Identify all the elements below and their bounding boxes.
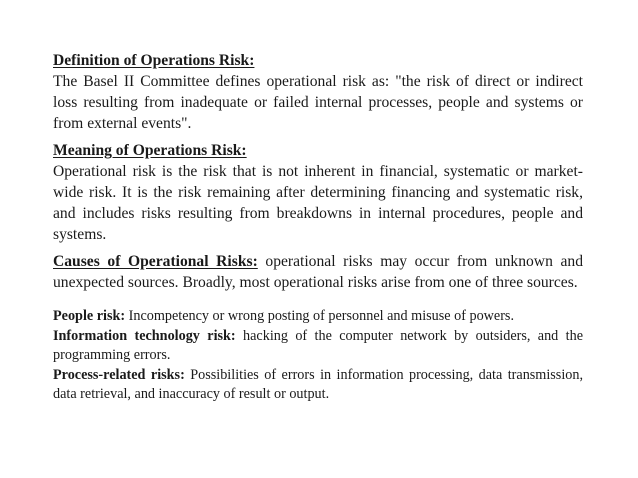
causes-heading: Causes of Operational Risks: bbox=[53, 253, 258, 270]
risk-description: hacking of the computer network by outsiders, and the programming errors. bbox=[53, 327, 583, 363]
definition-heading: Definition of Operations Risk: bbox=[53, 52, 255, 69]
list-item bbox=[53, 366, 583, 405]
risk-sources-list bbox=[53, 307, 583, 405]
meaning-text: Operational risk is the risk that is not inherent in financial, systematic or market-wide risk. It is the risk remaining after determining financing and systematic risk, and includes risks resulting from breakdowns in internal procedures, people and systems. bbox=[53, 163, 583, 243]
definition-text: The Basel II Committee defines operational risk as: "the risk of direct or indirect loss resulting from inadequate or failed internal processes, people and systems or from external events". bbox=[53, 73, 583, 132]
risk-description: Incompetency or wrong posting of personnel and misuse of powers. bbox=[125, 308, 514, 324]
risk-term: People risk: bbox=[53, 308, 126, 324]
causes-section bbox=[53, 251, 583, 293]
meaning-section bbox=[53, 140, 583, 245]
risk-term: Information technology risk: bbox=[53, 327, 236, 344]
definition-section bbox=[53, 50, 583, 134]
list-item bbox=[53, 307, 583, 327]
risk-description: Possibilities of errors in information processing, data transmission, data retrieval, and inaccuracy of result or output. bbox=[53, 366, 584, 402]
risk-term: Process-related risks: bbox=[53, 366, 185, 383]
meaning-heading: Meaning of Operations Risk: bbox=[53, 142, 247, 159]
document-page bbox=[53, 50, 583, 405]
causes-text: operational risks may occur from unknown and unexpected sources. Broadly, most operational risks arise from one of three sources. bbox=[53, 253, 583, 291]
list-item bbox=[53, 327, 583, 366]
